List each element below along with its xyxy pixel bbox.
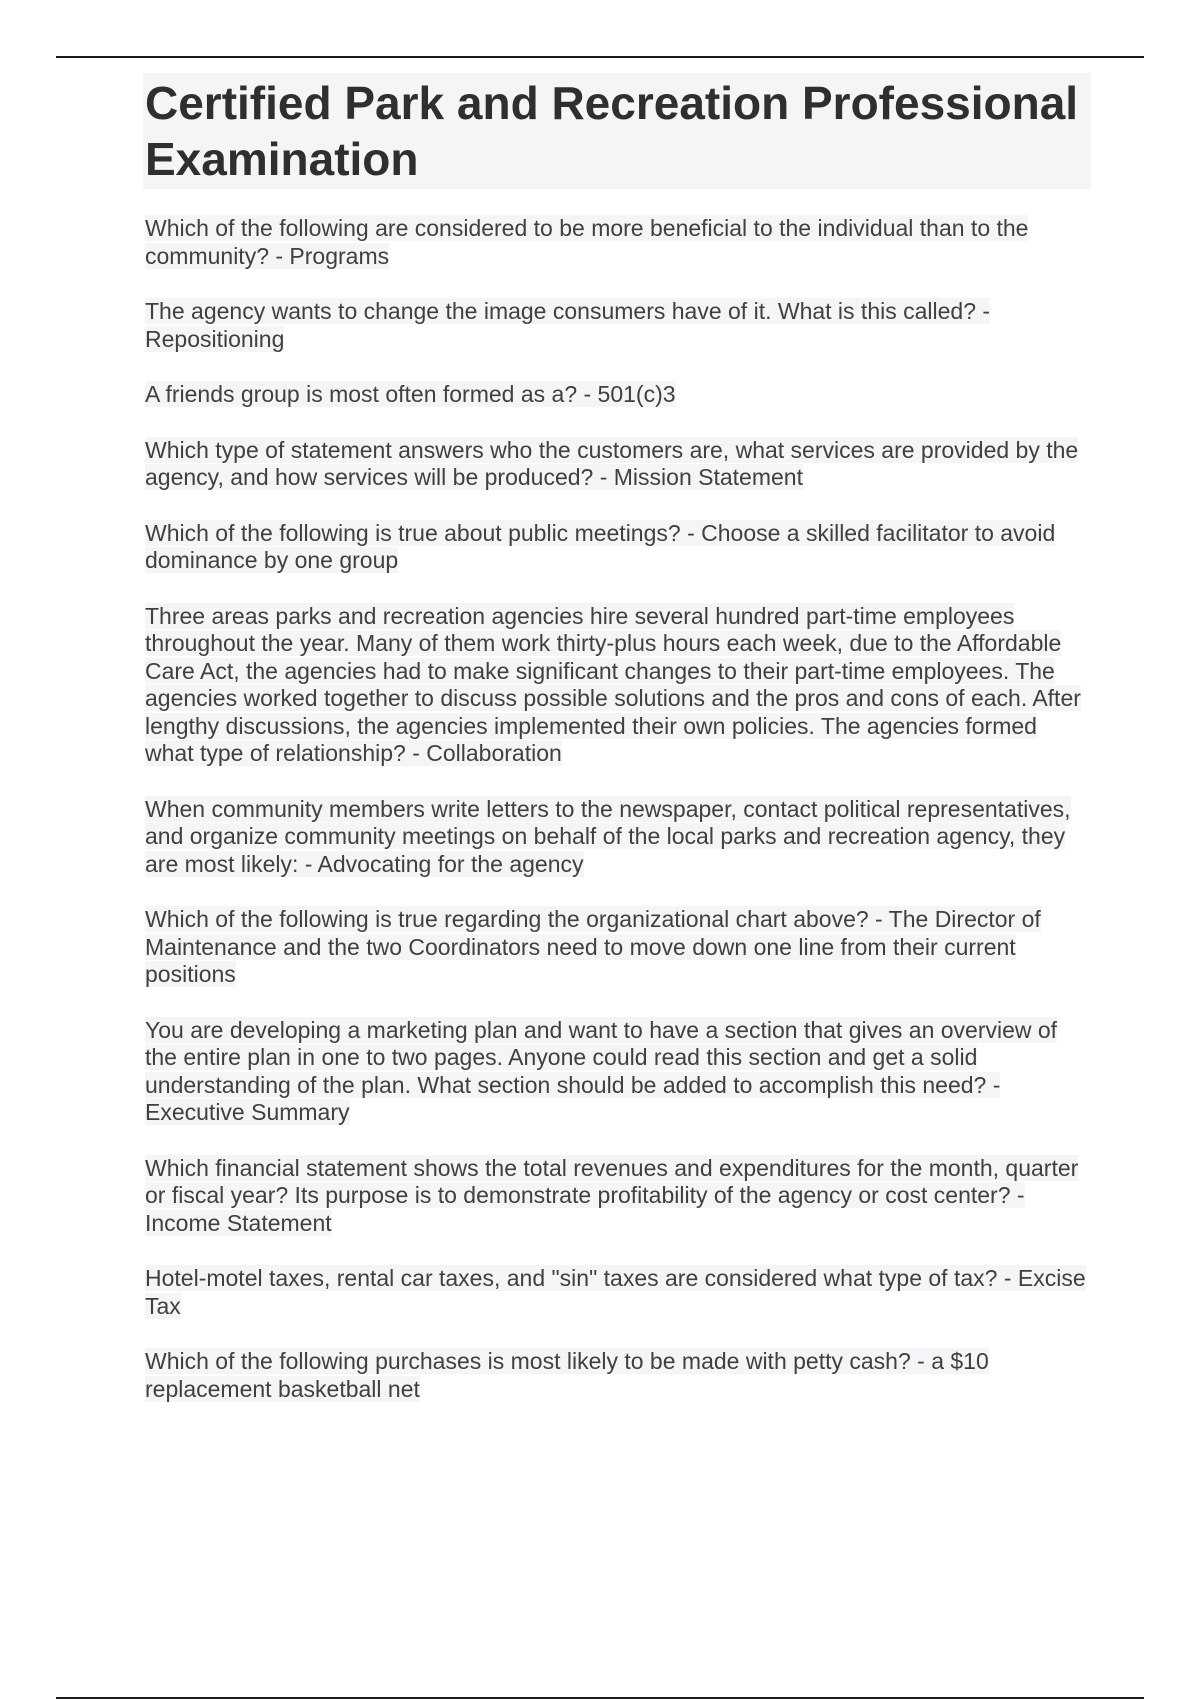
qa-item: You are developing a marketing plan and want to have a section that gives an overview of the entire plan in one to two pages. Anyone could read this section and get a solid understanding of the plan. What section should be added to accomplish this need? - Executive Summary — [145, 1016, 1058, 1125]
qa-item: Hotel-motel taxes, rental car taxes, and "sin" taxes are considered what type of tax? - Excise Tax — [145, 1265, 1086, 1319]
qa-item: Which financial statement shows the total revenues and expenditures for the month, quarter or fiscal year? Its purpose is to demonstrate profitability of the agency or cost center? - Income Statement — [145, 1154, 1079, 1236]
qa-item: Which of the following is true about public meetings? - Choose a skilled facilitator to avoid dominance by one group — [145, 519, 1056, 573]
bottom-divider — [56, 1697, 1144, 1699]
title-block — [143, 73, 1091, 189]
qa-item: A friends group is most often formed as a? - 501(c)3 — [145, 381, 676, 407]
document-body — [145, 73, 1091, 1431]
qa-item: Which of the following is true regarding the organizational chart above? - The Director of Maintenance and the two Coordinators need to move down one line from their current positions — [145, 906, 1041, 987]
document-title: Certified Park and Recreation Professional Examination — [145, 77, 1079, 185]
qa-item: Which of the following are considered to be more beneficial to the individual than to the community? - Programs — [145, 215, 1029, 269]
qa-item: When community members write letters to the newspaper, contact political representatives, and organize community meetings on behalf of the local parks and recreation agency, they are most likely: - Advocating for the agency — [145, 795, 1071, 877]
qa-item: Which of the following purchases is most likely to be made with petty cash? - a $10 replacement basketball net — [145, 1348, 989, 1402]
qa-item: The agency wants to change the image consumers have of it. What is this called? - Repositioning — [145, 298, 991, 352]
top-divider — [56, 56, 1144, 58]
qa-item: Three areas parks and recreation agencies hire several hundred part-time employees throughout the year. Many of them work thirty-plus hours each week, due to the Affordable Care Act, the agencies had to make significant changes to their part-time employees. The agencies worked together to discuss possible solutions and the pros and cons of each. After lengthy discussions, the agencies implemented their own policies. The agencies formed what type of relationship? - Collaboration — [145, 602, 1081, 766]
qa-item: Which type of statement answers who the customers are, what services are provided by the agency, and how services will be produced? - Mission Statement — [145, 436, 1079, 490]
